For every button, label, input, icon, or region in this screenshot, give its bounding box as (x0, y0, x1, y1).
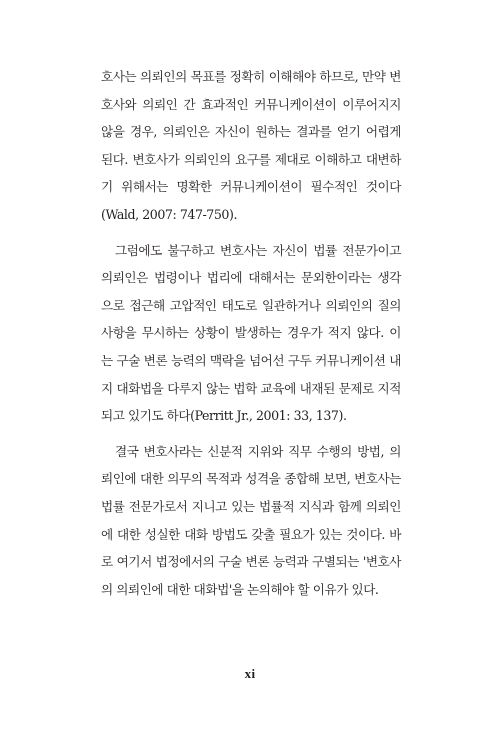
text-line: 의 의뢰인에 대한 대화법'을 논의해야 할 이유가 있다. (101, 581, 379, 597)
paragraph-2 (101, 237, 401, 430)
text-line: (Wald, 2007: 747-750). (101, 206, 238, 222)
text-line: 기 위해서는 명확한 커뮤니케이션이 필수적인 것이다 (101, 179, 401, 195)
text-line: 그럼에도 불구하고 변호사는 자신이 법률 전문가이고 (115, 242, 401, 258)
body-text (101, 63, 401, 611)
text-line: 호사와 의뢰인 간 효과적인 커뮤니케이션이 이루어지지 (101, 96, 401, 112)
page-number: xi (244, 666, 256, 681)
text-line: 에 대한 성실한 대화 방법도 갖출 필요가 있는 것이다. 바 (101, 526, 401, 542)
text-line: 않을 경우, 의뢰인은 자신이 원하는 결과를 얻기 어렵게 (101, 124, 401, 140)
paragraph-3 (101, 438, 401, 604)
text-line: 호사는 의뢰인의 목표를 정확히 이해해야 하므로, 만약 변 (101, 69, 401, 84)
text-line: 된다. 변호사가 의뢰인의 요구를 제대로 이해하고 대변하 (101, 151, 401, 167)
text-line: 의뢰인은 법령이나 법리에 대해서는 문외한이라는 생각 (101, 270, 401, 286)
text-line: 뢰인에 대한 의무의 목적과 성격을 종합해 보면, 변호사는 (101, 471, 401, 487)
paragraph-1 (101, 63, 401, 229)
text-line: 되고 있기도 하다(Perritt Jr., 2001: 33, 137). (101, 408, 347, 424)
text-line: 로 여기서 법정에서의 구술 변론 능력과 구별되는 '변호사 (101, 554, 401, 570)
text-line: 결국 변호사라는 신분적 지위와 직무 수행의 방법, 의 (115, 443, 401, 459)
text-line: 으로 접근해 고압적인 태도로 일관하거나 의뢰인의 질의 (101, 297, 401, 313)
text-line: 는 구술 변론 능력의 맥락을 넘어선 구두 커뮤니케이션 내 (101, 352, 401, 368)
text-line: 법률 전문가로서 지니고 있는 법률적 지식과 함께 의뢰인 (101, 498, 401, 514)
text-line: 지 대화법을 다루지 않는 법학 교육에 내재된 문제로 지적 (101, 380, 401, 396)
text-line: 사항을 무시하는 상황이 발생하는 경우가 적지 않다. 이 (101, 325, 401, 341)
